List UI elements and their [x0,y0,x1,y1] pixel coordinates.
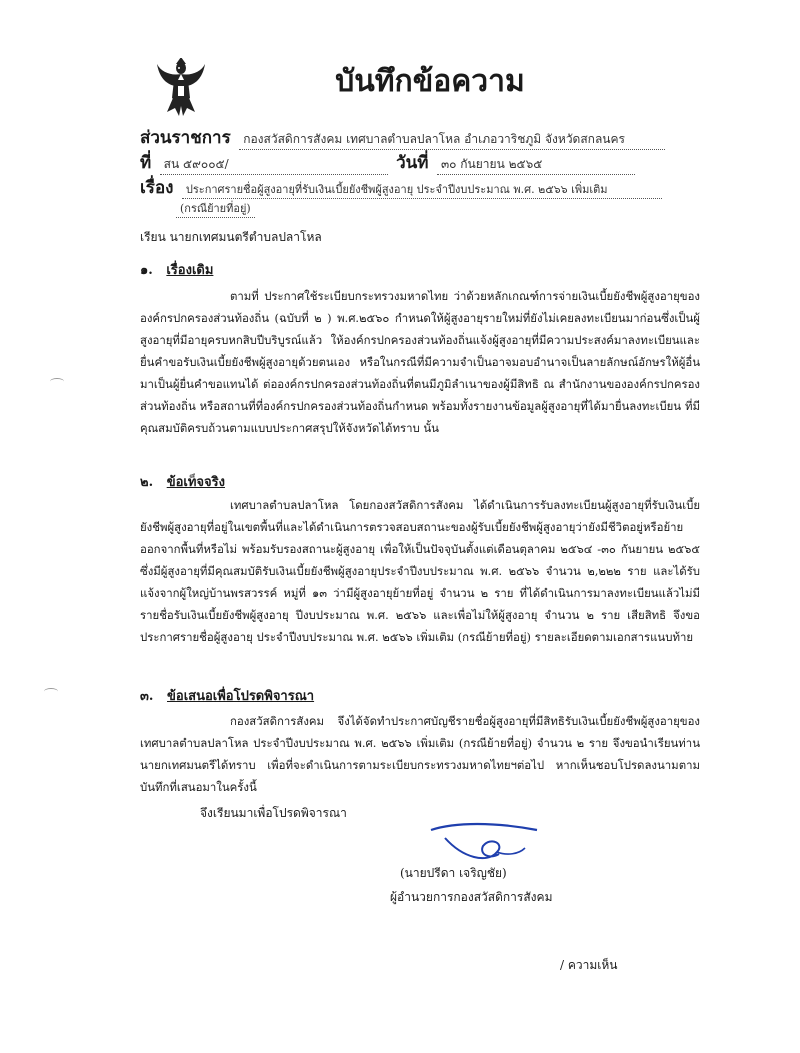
binder-hole-mark [50,378,64,385]
agency-value: กองสวัสดิการสังคม เทศบาลตำบลปลาโหล อำเภอวาริชภูมิ จังหวัดสกลนคร [239,130,665,150]
date-value: ๓๐ กันยายน ๒๕๖๕ [437,155,635,175]
agency-label: ส่วนราชการ [140,128,231,148]
agency-row [140,124,665,151]
garuda-emblem-icon [155,58,207,118]
subject-label: เรื่อง [140,178,174,198]
date-label: วันที่ [396,153,429,173]
subject-line-1: ประกาศรายชื่อผู้สูงอายุที่รับเงินเบี้ยยังชีพผู้สูงอายุ ประจำปีงบประมาณ พ.ศ. ๒๕๖๖ เพิ่มเติม [182,180,662,199]
section-1-number: ๑. [140,263,153,278]
section-1-body: ตามที่ ประกาศใช้ระเบียบกระทรวงมหาดไทย ว่าด้วยหลักเกณฑ์การจ่ายเงินเบี้ยยังชีพผู้สูงอายุขององค์กรปกครองส่วนท้องถิ่น (ฉบับที่ ๒ ) พ.ศ.๒๕๖๐ กำหนดให้ผู้สูงอายุรายใหม่ที่ยังไม่เคยลงทะเบียนมาก่อนซึ่งเป็นผู้สูงอายุที่มีอายุครบหกสิบปีบริบูรณ์แล้ว ให้องค์กรปกครองส่วนท้องถิ่นแจ้งผู้สูงอายุที่มีความประสงค์มาลงทะเบียนและยื่นคำขอรับเงินเบี้ยยังชีพผู้สูงอายุด้วยตนเอง หรือในกรณีที่มีความจำเป็นอาจมอบอำนาจเป็นลายลักษณ์อักษรให้ผู้อื่นมาเป็นผู้ยื่นคำขอแทนได้ ต่อองค์กรปกครองส่วนท้องถิ่นที่ตนมีภูมิลำเนาของผู้มีสิทธิ ณ สำนักงานขององค์กรปกครองส่วนท้องถิ่น หรือสถานที่ที่องค์กรปกครองส่วนท้องถิ่นกำหนด พร้อมทั้งรายงานข้อมูลผู้สูงอายุที่ได้มายื่นลงทะเบียน ที่มีคุณสมบัติครบถ้วนตามแบบประกาศสรุปให้จังหวัดได้ทราบ นั้น [140,289,700,435]
closing-line: จึงเรียนมาเพื่อโปรดพิจารณา [200,806,347,820]
section-2-title: ข้อเท็จจริง [166,475,225,490]
number-value: สน ๕๙๐๐๕/ [160,155,388,175]
section-2-body: เทศบาลตำบลปลาโหล โดยกองสวัสดิการสังคม ได้ดำเนินการรับลงทะเบียนผู้สูงอายุที่รับเงินเบี้ยยังชีพผู้สูงอายุที่อยู่ในเขตพื้นที่และได้ดำเนินการตรวจสอบสถานะของผู้รับเบี้ยยังชีพผู้สูงอายุว่ายังมีชีวิตอยู่หรือย้ายออกจากพื้นที่หรือไม่ พร้อมรับรองสถานะผู้สูงอายุ เพื่อให้เป็นปัจจุบันตั้งแต่เดือนตุลาคม ๒๕๖๔ -๓๐ กันยายน ๒๕๖๕ ซึ่งมีผู้สูงอายุที่มีคุณสมบัติรับเงินเบี้ยยังชีพผู้สูงอายุประจำปีงบประมาณ พ.ศ. ๒๕๖๖ จำนวน ๒,๒๒๒ ราย และได้รับแจ้งจากผู้ใหญ่บ้านพรสวรรค์ หมู่ที่ ๑๓ ว่ามีผู้สูงอายุย้ายที่อยู่ จำนวน ๒ ราย ที่ได้ดำเนินการมาลงทะเบียนแล้วไม่มีรายชื่อรับเงินเบี้ยยังชีพผู้สูงอายุ ปีงบประมาณ พ.ศ. ๒๕๖๖ และเพื่อไม่ให้ผู้สูงอายุ จำนวน ๒ ราย เสียสิทธิ จึงขอประกาศรายชื่อผู้สูงอายุ ประจำปีงบประมาณ พ.ศ. ๒๕๖๖ เพิ่มเติม (กรณีย้ายที่อยู่) รายละเอียดตามเอกสารแนบท้าย [140,498,700,644]
signature-mark [425,808,545,864]
section-2-heading [140,471,225,492]
number-date-row [140,149,635,176]
section-3-body: กองสวัสดิการสังคม จึงได้จัดทำประกาศบัญชีรายชื่อผู้สูงอายุที่มีสิทธิรับเงินเบี้ยยังชีพผู้สูงอายุของเทศบาลตำบลปลาโหล ประจำปีงบประมาณ พ.ศ. ๒๕๖๖ เพิ่มเติม (กรณีย้ายที่อยู่) จำนวน ๒ ราย จึงขอนำเรียนท่านนายกเทศมนตรีได้ทราบ เพื่อที่จะดำเนินการตามระเบียบกระทรวงมหาดไทยฯต่อไป หากเห็นชอบโปรดลงนามตามบันทึกที่เสนอมาในครั้งนี้ [140,714,700,794]
salutation: เรียน นายกเทศมนตรีตำบลปลาโหล [140,230,322,244]
subject-row [140,174,662,201]
number-label: ที่ [140,153,152,173]
memo-title: บันทึกข้อความ [335,64,525,99]
signatory-name: (นายปรีดา เจริญชัย) [400,866,507,880]
section-1-heading [140,259,213,280]
opinion-note: / ความเห็น [560,958,618,972]
section-3-heading [140,685,314,706]
subject-line-2: (กรณีย้ายที่อยู่) [176,199,255,218]
subject-row-2 [176,199,255,218]
section-3-number: ๓. [140,689,154,704]
section-2-number: ๒. [140,475,154,490]
signatory-title: ผู้อำนวยการกองสวัสดิการสังคม [390,890,553,904]
binder-hole-mark [44,688,58,695]
section-1-title: เรื่องเดิม [166,263,214,278]
section-3-title: ข้อเสนอเพื่อโปรดพิจารณา [167,689,315,704]
